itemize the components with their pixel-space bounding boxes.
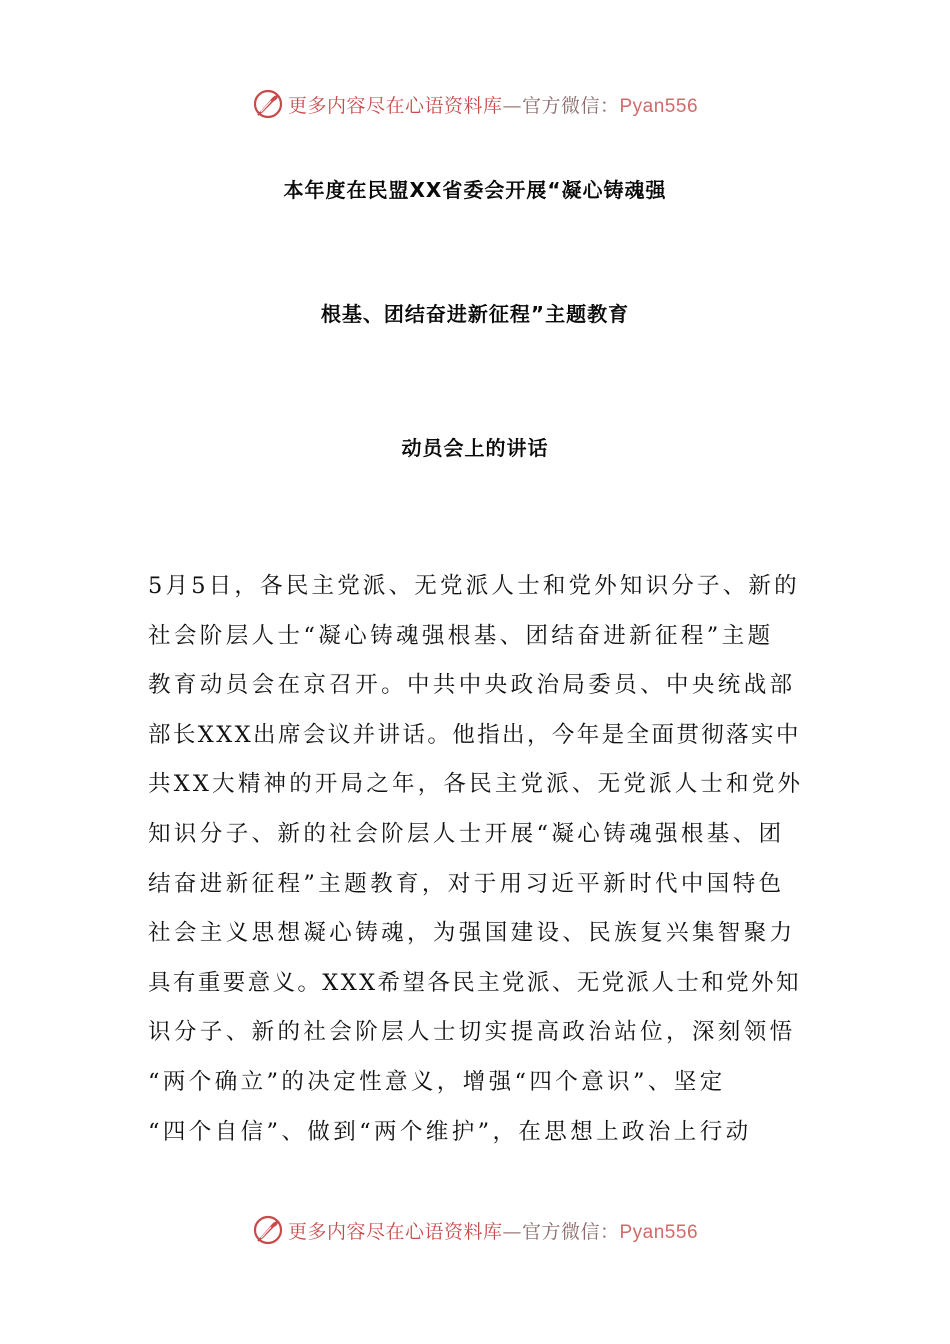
- banner-wechat-label: 官方微信：: [521, 94, 620, 117]
- footer-banner-text: [288, 1217, 698, 1244]
- footer-watermark-banner: [0, 1210, 950, 1250]
- document-title-line-3: 动员会上的讲话: [401, 436, 549, 460]
- body-line: 共XX大精神的开局之年，各民主党派、无党派人士和党外: [148, 771, 804, 798]
- body-line: 部长XXX出席会议并讲话。他指出，今年是全面贯彻落实中: [148, 721, 801, 748]
- banner-site-text: 更多内容尽在心语资料库: [287, 94, 503, 117]
- banner-separator: —: [502, 94, 522, 117]
- quill-pen-icon: [252, 1214, 284, 1246]
- body-line: 教育动员会在京召开。中共中央政治局委员、中央统战部: [148, 672, 796, 699]
- body-line: 社会阶层人士“凝心铸魂强根基、团结奋进新征程”主题: [148, 622, 774, 649]
- body-line: 5月5日，各民主党派、无党派人士和党外知识分子、新的: [148, 573, 800, 599]
- document-body-paragraph: [148, 562, 804, 1157]
- body-line: 社会主义思想凝心铸魂，为强国建设、民族复兴集智聚力: [148, 920, 796, 947]
- banner-wechat-label: 官方微信：: [521, 1220, 620, 1243]
- body-line: 具有重要意义。XXX希望各民主党派、无党派人士和党外知: [148, 969, 801, 996]
- body-line: “两个确立”的决定性意义，增强“四个意识”、坚定: [148, 1068, 726, 1095]
- document-title-line-1: 本年度在民盟XX省委会开展“凝心铸魂强: [283, 178, 667, 202]
- banner-site-text: 更多内容尽在心语资料库: [287, 1220, 503, 1243]
- banner-wechat-id: Pyan556: [619, 95, 699, 117]
- document-title-line-2: 根基、团结奋进新征程”主题教育: [320, 302, 630, 326]
- body-line: 结奋进新征程”主题教育，对于用习近平新时代中国特色: [148, 870, 785, 897]
- banner-wechat-id: Pyan556: [619, 1221, 699, 1243]
- body-line: “四个自信”、做到“两个维护”，在思想上政治上行动: [148, 1118, 752, 1145]
- body-line: 知识分子、新的社会阶层人士开展“凝心铸魂强根基、团: [148, 820, 785, 847]
- header-watermark-banner: [0, 84, 950, 124]
- banner-separator: —: [502, 1220, 522, 1243]
- header-banner-text: [288, 91, 698, 118]
- body-line: 识分子、新的社会阶层人士切实提高政治站位，深刻领悟: [148, 1019, 796, 1046]
- quill-pen-icon: [252, 88, 284, 120]
